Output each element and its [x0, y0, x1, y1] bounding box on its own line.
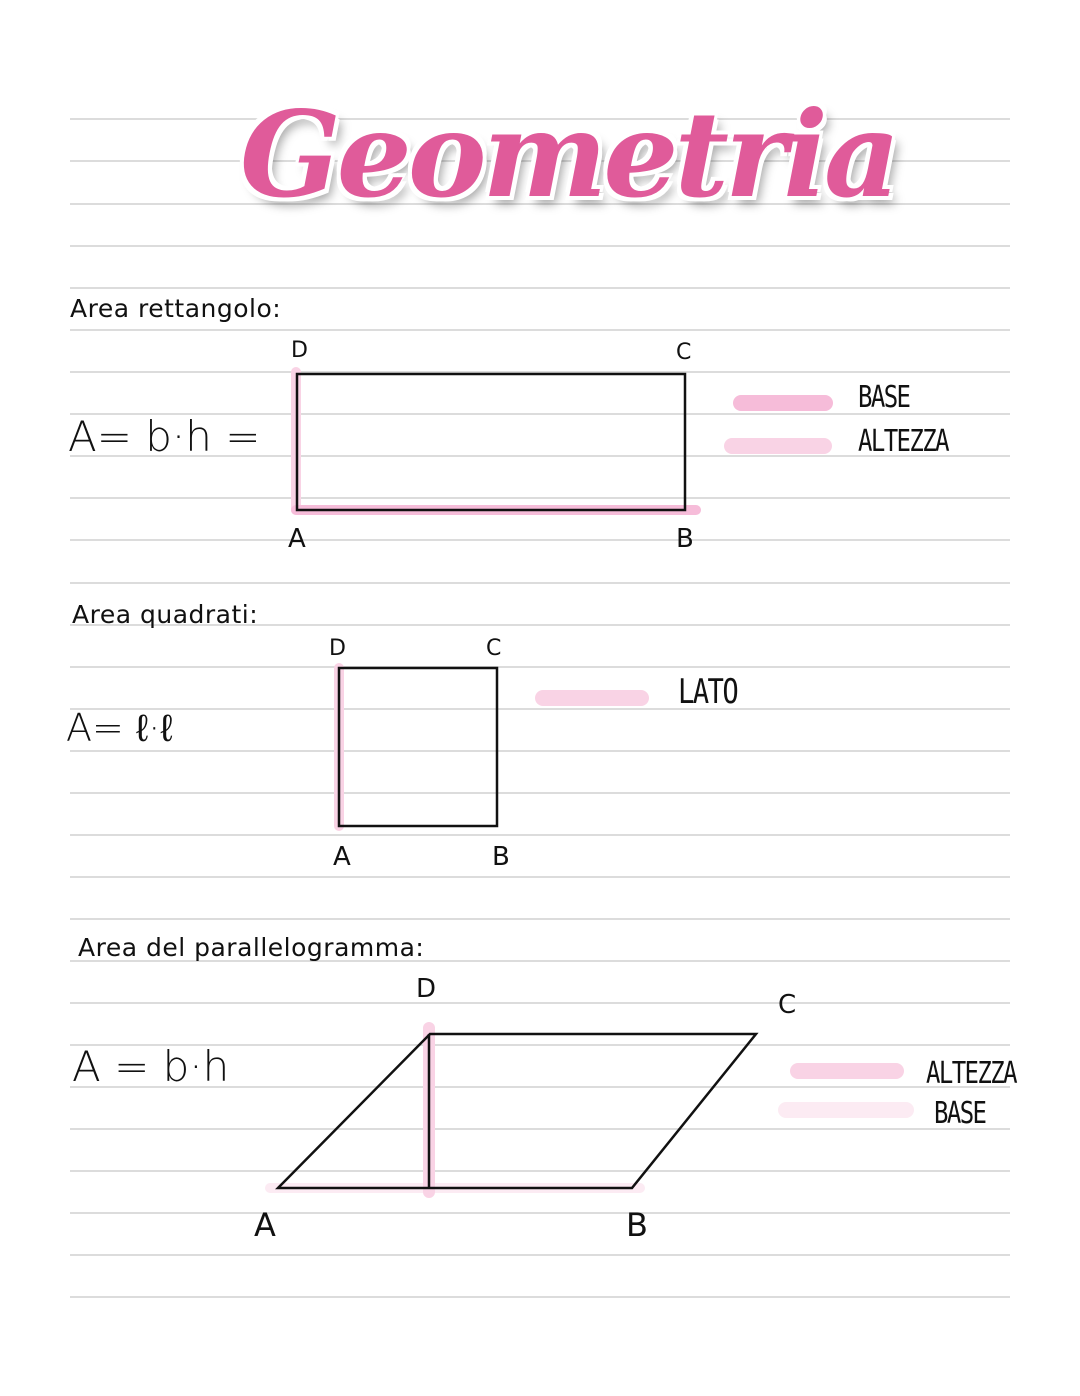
legend-label-altezza: ALTEZZA: [858, 424, 948, 459]
legend-label-altezza-parallelogram: ALTEZZA: [926, 1056, 1016, 1091]
formula-rettangolo: A= b·h =: [68, 412, 261, 461]
parallelogram-vertex-d: D: [416, 974, 437, 1004]
formula-parallelogramma: A = b·h: [72, 1042, 230, 1091]
rectangle-vertex-c: C: [676, 340, 692, 365]
parallelogram-outline: [278, 1034, 756, 1188]
parallelogram-vertex-a: A: [254, 1206, 276, 1244]
square-vertex-b: B: [492, 842, 510, 872]
legend-label-base-parallelogram: BASE: [934, 1096, 986, 1131]
section-heading-quadrati: Area quadrati:: [72, 600, 259, 629]
rectangle-vertex-d: D: [291, 338, 308, 363]
section-heading-rettangolo: Area rettangolo:: [70, 294, 282, 323]
section-heading-parallelogramma: Area del parallelogramma:: [78, 933, 425, 962]
legend-label-base: BASE: [858, 380, 910, 415]
square-vertex-a: A: [333, 842, 351, 872]
parallelogram-vertex-b: B: [626, 1206, 648, 1244]
legend-label-lato: LATO: [678, 672, 738, 712]
rectangle-vertex-b: B: [676, 524, 694, 554]
legend-swatch-base-parallelogram: [778, 1102, 914, 1118]
rectangle-vertex-a: A: [288, 524, 306, 554]
legend-swatch-altezza-parallelogram: [790, 1063, 904, 1079]
parallelogram-vertex-c: C: [778, 990, 797, 1020]
square-vertex-c: C: [486, 636, 502, 661]
formula-quadrati: A= ℓ·ℓ: [66, 706, 173, 750]
square-vertex-d: D: [329, 636, 346, 661]
page-title: Geometria: [240, 85, 897, 224]
